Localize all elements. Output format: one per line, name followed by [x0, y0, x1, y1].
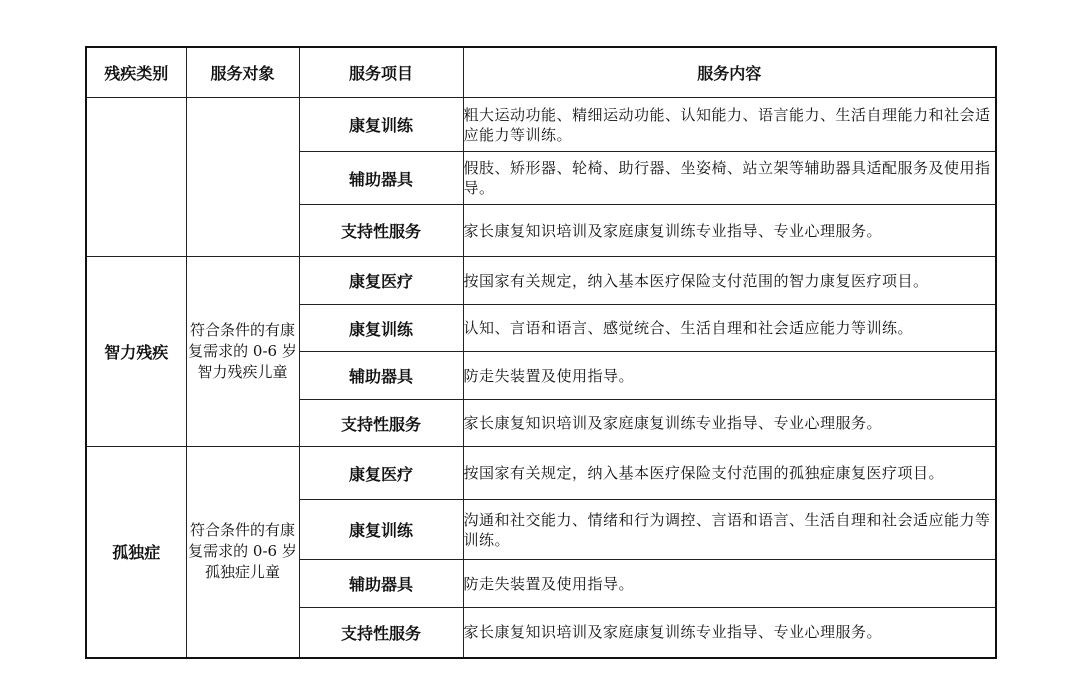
table-row: [86, 447, 996, 500]
category-cell: [86, 98, 186, 257]
category-cell: 智力残疾: [86, 257, 186, 447]
service-item: 辅助器具: [299, 152, 463, 205]
service-content: 认知、言语和语言、感觉统合、生活自理和社会适应能力等训练。: [463, 305, 996, 352]
service-item: 支持性服务: [299, 608, 463, 658]
header-item: 服务项目: [299, 47, 463, 98]
service-item: 辅助器具: [299, 560, 463, 608]
service-content: 沟通和社交能力、情绪和行为调控、言语和语言、生活自理和社会适应能力等训练。: [463, 500, 996, 560]
service-item: 康复训练: [299, 500, 463, 560]
service-item: 辅助器具: [299, 352, 463, 400]
service-content: 粗大运动功能、精细运动功能、认知能力、语言能力、生活自理能力和社会适应能力等训练。: [463, 98, 996, 152]
service-content: 家长康复知识培训及家庭康复训练专业指导、专业心理服务。: [463, 205, 996, 257]
service-item: 康复训练: [299, 98, 463, 152]
target-cell: 符合条件的有康复需求的 0-6 岁智力残疾儿童: [186, 257, 299, 447]
category-cell: 孤独症: [86, 447, 186, 658]
table-row: [86, 98, 996, 152]
service-content: 家长康复知识培训及家庭康复训练专业指导、专业心理服务。: [463, 608, 996, 658]
service-content: 假肢、矫形器、轮椅、助行器、坐姿椅、站立架等辅助器具适配服务及使用指导。: [463, 152, 996, 205]
header-category: 残疾类别: [86, 47, 186, 98]
header-content: 服务内容: [463, 47, 996, 98]
service-item: 康复医疗: [299, 447, 463, 500]
service-item: 支持性服务: [299, 205, 463, 257]
service-table: [85, 46, 997, 659]
header-row: [86, 47, 996, 98]
service-item: 康复医疗: [299, 257, 463, 305]
service-content: 按国家有关规定，纳入基本医疗保险支付范围的智力康复医疗项目。: [463, 257, 996, 305]
header-target: 服务对象: [186, 47, 299, 98]
service-content: 按国家有关规定，纳入基本医疗保险支付范围的孤独症康复医疗项目。: [463, 447, 996, 500]
service-content: 防走失装置及使用指导。: [463, 560, 996, 608]
service-item: 康复训练: [299, 305, 463, 352]
service-content: 防走失装置及使用指导。: [463, 352, 996, 400]
target-cell: 符合条件的有康复需求的 0-6 岁孤独症儿童: [186, 447, 299, 658]
table-row: [86, 257, 996, 305]
target-cell: [186, 98, 299, 257]
service-content: 家长康复知识培训及家庭康复训练专业指导、专业心理服务。: [463, 400, 996, 447]
service-item: 支持性服务: [299, 400, 463, 447]
